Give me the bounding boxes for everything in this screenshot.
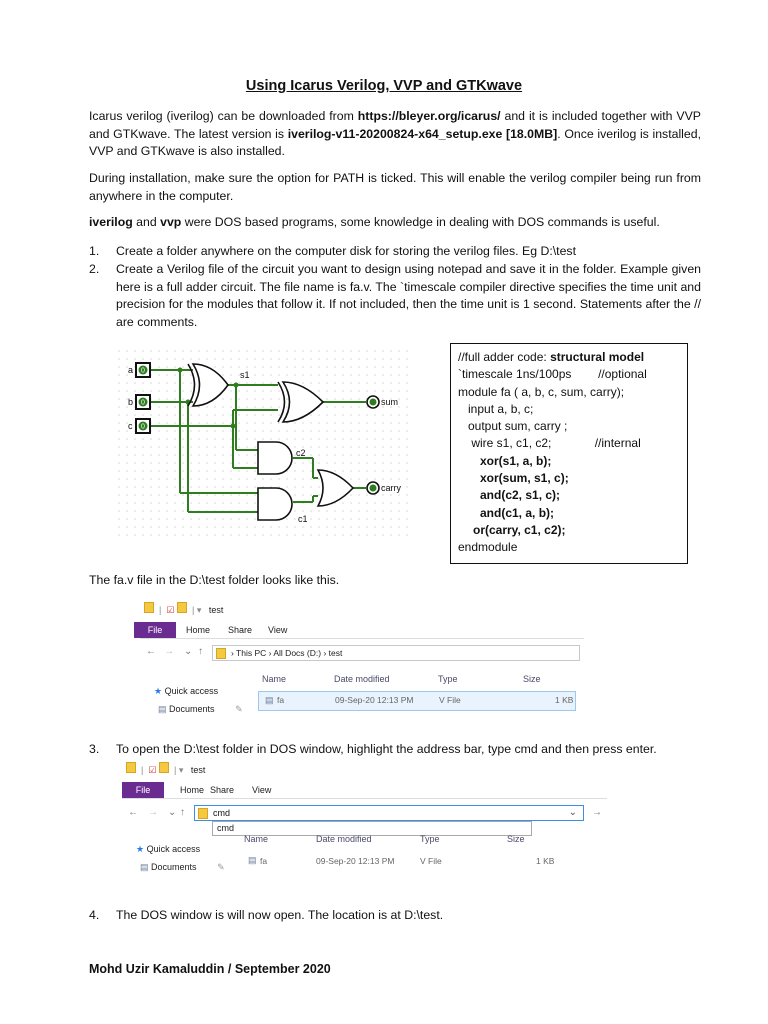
input-a-value: 0 xyxy=(141,367,145,375)
input-b-label: b xyxy=(128,397,134,407)
address-bar[interactable] xyxy=(212,645,580,661)
step-text: Create a folder anywhere on the computer disk for storing the verilog files. Eg D:\test xyxy=(116,244,576,258)
tab-home[interactable]: Home xyxy=(180,785,205,795)
tab-share[interactable]: Share xyxy=(210,785,235,795)
code-gate: or(carry, c1, c2); xyxy=(473,522,566,537)
document-footer: Mohd Uzir Kamaluddin / September 2020 xyxy=(89,962,331,976)
intro-paragraph-2: During installation, make sure the option for PATH is ticked. This will enable the verilog compiler being run from anywhere in the computer. xyxy=(89,171,701,203)
intro-text: . Once iverilog is installed, VVP and GTKwave is also installed. xyxy=(89,126,702,158)
step-number: 4. xyxy=(89,908,100,922)
step-text: To open the D:\test folder in DOS window, highlight the address bar, type cmd and then press enter. xyxy=(116,742,657,756)
output-sum-label: sum xyxy=(381,397,399,407)
vfile-icon: ▤ xyxy=(248,855,257,865)
code-line: endmodule xyxy=(458,540,518,555)
suggestion-item[interactable]: cmd xyxy=(217,823,235,833)
code-line: module fa ( a, b, c, sum, carry); xyxy=(458,384,625,399)
code-line: input a, b, c; xyxy=(458,401,534,416)
document-icon: ▤ xyxy=(140,862,149,872)
wire-s1-label: s1 xyxy=(240,370,250,380)
window-title: test xyxy=(190,765,206,775)
code-line xyxy=(458,453,687,470)
column-type[interactable]: Type xyxy=(438,674,458,684)
code-line: output sum, carry ; xyxy=(458,419,568,434)
and-gate-c2 xyxy=(258,442,292,474)
explorer-window-2 xyxy=(122,760,612,880)
new-folder-icon[interactable] xyxy=(177,602,187,613)
code-line xyxy=(458,505,687,522)
file-date: 09-Sep-20 12:13 PM xyxy=(335,695,414,705)
step-number: 2. xyxy=(89,262,100,276)
ribbon-tabs xyxy=(122,782,607,799)
code-gate: xor(sum, s1, c); xyxy=(480,471,569,486)
chevron-down-icon[interactable]: ⌄ xyxy=(568,807,577,818)
wire-c2-label: c2 xyxy=(296,448,306,458)
tab-view[interactable]: View xyxy=(252,785,272,795)
go-arrow-icon[interactable]: → xyxy=(592,807,602,818)
file-name: fa xyxy=(260,856,268,866)
column-date-modified[interactable]: Date modified xyxy=(334,674,390,684)
download-url: https://bleyer.org/icarus/ xyxy=(357,109,501,123)
step-number: 3. xyxy=(89,742,100,756)
forward-icon[interactable]: → xyxy=(164,646,174,657)
forward-icon[interactable]: → xyxy=(148,807,158,818)
folder-icon xyxy=(216,648,226,659)
properties-icon[interactable]: ☑ xyxy=(166,605,175,615)
star-icon: ★ xyxy=(136,844,145,854)
file-size: 1 KB xyxy=(536,856,555,866)
intro-text: and it is included together with VVP and GTKwave. The latest version is xyxy=(89,109,701,141)
document-title: Using Icarus Verilog, VVP and GTKwave xyxy=(245,78,523,94)
column-name[interactable]: Name xyxy=(244,834,269,844)
input-a-label: a xyxy=(128,365,134,375)
intro-text: and xyxy=(132,215,161,229)
address-value: cmd xyxy=(213,808,231,818)
column-date-modified[interactable]: Date modified xyxy=(316,834,372,844)
properties-icon[interactable]: ☑ xyxy=(148,765,157,775)
tab-home[interactable]: Home xyxy=(186,625,211,635)
folder-icon xyxy=(126,762,136,773)
up-icon[interactable]: ↑ xyxy=(180,807,185,818)
sidebar-documents[interactable] xyxy=(140,862,225,873)
recent-chevron-icon[interactable]: ⌄ xyxy=(184,646,193,657)
code-line xyxy=(458,349,687,366)
step-text: The DOS window is will now open. The location is at D:\test. xyxy=(116,908,444,922)
breadcrumb: › This PC › All Docs (D:) › test xyxy=(231,648,343,658)
file-date: 09-Sep-20 12:13 PM xyxy=(316,856,395,866)
vfile-icon: ▤ xyxy=(265,695,274,705)
back-icon[interactable]: ← xyxy=(128,807,138,818)
new-folder-icon[interactable] xyxy=(159,762,169,773)
installer-filename: iverilog-v11-20200824-x64_setup.exe [18.0MB] xyxy=(287,126,558,141)
sidebar-label: Documents xyxy=(151,862,197,872)
wire-c1-label: c1 xyxy=(298,514,308,524)
file-size: 1 KB xyxy=(555,695,574,705)
tab-file[interactable]: File xyxy=(134,622,176,638)
crumb-test[interactable]: test xyxy=(328,648,343,658)
recent-chevron-icon[interactable]: ⌄ xyxy=(168,807,177,818)
crumb-this-pc[interactable]: This PC xyxy=(236,648,267,658)
file-type: V File xyxy=(420,856,442,866)
document-icon: ▤ xyxy=(158,704,167,714)
code-comment-bold: structural model xyxy=(550,350,645,364)
intro-text: were DOS based programs, some knowledge in dealing with DOS commands is useful. xyxy=(181,215,660,229)
code-line xyxy=(458,470,687,487)
code-gate: xor(s1, a, b); xyxy=(480,453,552,468)
explorer-titlebar: | ☑ | ▾ test xyxy=(126,762,526,778)
code-gate: and(c1, a, b); xyxy=(480,505,555,520)
sidebar-quick-access[interactable] xyxy=(136,844,200,855)
intro-paragraph-1 xyxy=(89,108,701,161)
ribbon-tabs xyxy=(140,622,584,639)
intro-text: Icarus verilog (iverilog) can be downloaded from xyxy=(89,109,358,123)
verilog-code-box xyxy=(450,343,688,564)
column-name[interactable]: Name xyxy=(262,674,287,684)
code-line xyxy=(458,487,687,504)
file-type: V File xyxy=(439,695,461,705)
and-gate-c1 xyxy=(258,488,292,520)
vvp-term: vvp xyxy=(160,215,182,229)
folder-icon xyxy=(144,602,154,613)
pin-icon: ✎ xyxy=(235,704,243,714)
address-bar-input[interactable] xyxy=(194,805,584,821)
output-carry-label: carry xyxy=(381,483,401,493)
code-line: wire s1, c1, c2; //internal xyxy=(458,436,641,451)
input-c-value: 0 xyxy=(141,423,145,431)
up-icon[interactable]: ↑ xyxy=(198,646,203,657)
file-row-fa[interactable] xyxy=(244,854,564,870)
back-icon[interactable]: ← xyxy=(146,646,156,657)
code-line: `timescale 1ns/100ps //optional xyxy=(458,367,647,382)
input-b-value: 0 xyxy=(141,399,145,407)
iverilog-term: iverilog xyxy=(89,215,133,229)
explorer-window-1 xyxy=(140,600,584,720)
column-size[interactable]: Size xyxy=(507,834,525,844)
intro-paragraph-3 xyxy=(89,214,701,232)
sidebar-label: Quick access xyxy=(146,844,201,854)
input-c-label: c xyxy=(128,421,133,431)
tab-file[interactable]: File xyxy=(122,782,164,798)
fav-caption: The fa.v file in the D:\test folder looks like this. xyxy=(89,573,340,587)
window-title: test xyxy=(208,605,224,615)
code-gate: and(c2, s1, c); xyxy=(480,488,561,503)
column-type[interactable]: Type xyxy=(420,834,440,844)
crumb-drive[interactable]: All Docs (D:) xyxy=(273,648,322,658)
step-text: Create a Verilog file of the circuit you want to design using notepad and save it in the folder. Example given here is a full adder circuit. The file name is fa.v. The `timescale compiler directive specifies the time unit and precision for the modules that follow it. If not included, then the time unit is 1 second. Statements after the // are comments. xyxy=(116,262,701,329)
full-adder-circuit-diagram xyxy=(118,350,410,536)
column-size[interactable]: Size xyxy=(523,674,541,684)
sidebar-quick-access[interactable] xyxy=(154,686,218,697)
tab-view[interactable]: View xyxy=(268,625,288,635)
pin-icon: ✎ xyxy=(217,862,225,872)
folder-icon xyxy=(198,808,208,819)
sidebar-label: Documents xyxy=(169,704,215,714)
tab-share[interactable]: Share xyxy=(228,625,253,635)
explorer-titlebar: | ☑ | ▾ test xyxy=(144,602,544,618)
sidebar-label: Quick access xyxy=(164,686,219,696)
code-comment: //full adder code: xyxy=(458,350,551,364)
file-name: fa xyxy=(277,695,285,705)
code-line xyxy=(458,522,687,539)
star-icon: ★ xyxy=(154,686,163,696)
sidebar-documents[interactable] xyxy=(158,704,243,715)
step-number: 1. xyxy=(89,244,100,258)
file-row-fa[interactable] xyxy=(258,691,576,711)
